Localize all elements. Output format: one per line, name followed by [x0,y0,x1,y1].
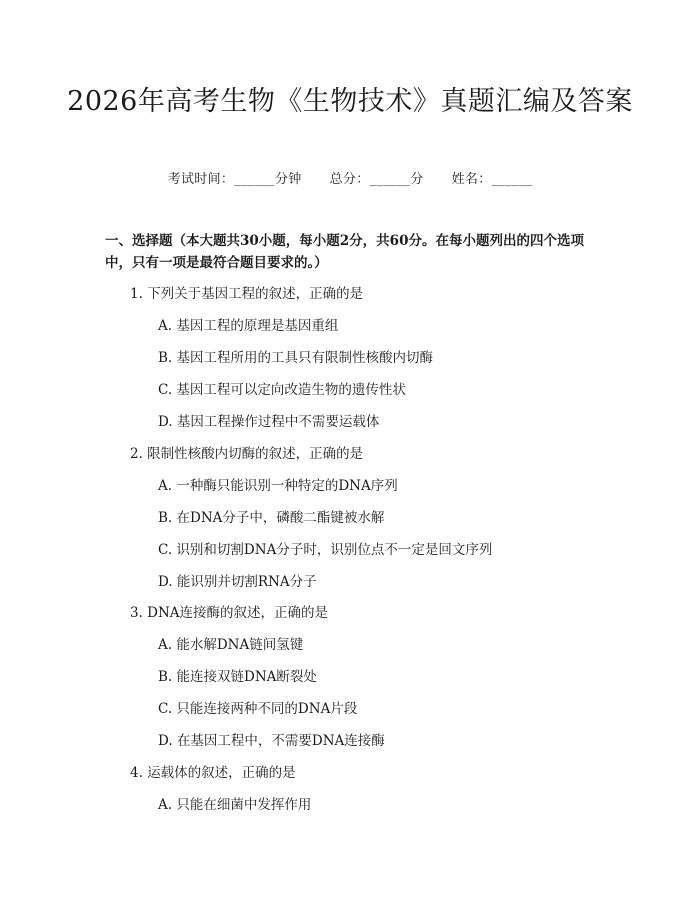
question-option: D. 基因工程操作过程中不需要运载体 [158,414,380,430]
exam-total-score: 总分：______分 [329,172,424,187]
question-option: A. 只能在细菌中发挥作用 [158,797,312,813]
question-option: B. 能连接双链DNA断裂处 [158,669,317,685]
question-option: C. 识别和切割DNA分子时，识别位点不一定是回文序列 [158,542,493,558]
question-option: A. 一种酶只能识别一种特定的DNA序列 [158,478,398,494]
exam-time: 考试时间：______分钟 [167,172,302,187]
question-option: B. 在DNA分子中，磷酸二酯键被水解 [158,510,385,526]
question-option: B. 基因工程所用的工具只有限制性核酸内切酶 [158,350,434,366]
question-option: A. 基因工程的原理是基因重组 [158,318,339,334]
question-option: A. 能水解DNA链间氢键 [158,637,304,653]
question-stem: 4. 运载体的叙述，正确的是 [130,765,296,781]
exam-student-name: 姓名：______ [451,172,533,187]
question-stem: 3. DNA连接酶的叙述，正确的是 [130,605,329,621]
section-heading: 一、选择题（本大题共30小题，每小题2分，共60分。在每小题列出的四个选项中，只有一项是最符合题目要求的。） [105,233,584,271]
question-option: C. 只能连接两种不同的DNA片段 [158,701,358,717]
question-stem: 1. 下列关于基因工程的叙述，正确的是 [130,286,364,302]
exam-info-line [0,168,700,187]
question-option: D. 能识别并切割RNA分子 [158,574,317,590]
question-option: C. 基因工程可以定向改造生物的遗传性状 [158,382,406,398]
question-stem: 2. 限制性核酸内切酶的叙述，正确的是 [130,446,364,462]
question-option: D. 在基因工程中，不需要DNA连接酶 [158,733,385,749]
document-title: 2026年高考生物《生物技术》真题汇编及答案 [67,86,633,117]
